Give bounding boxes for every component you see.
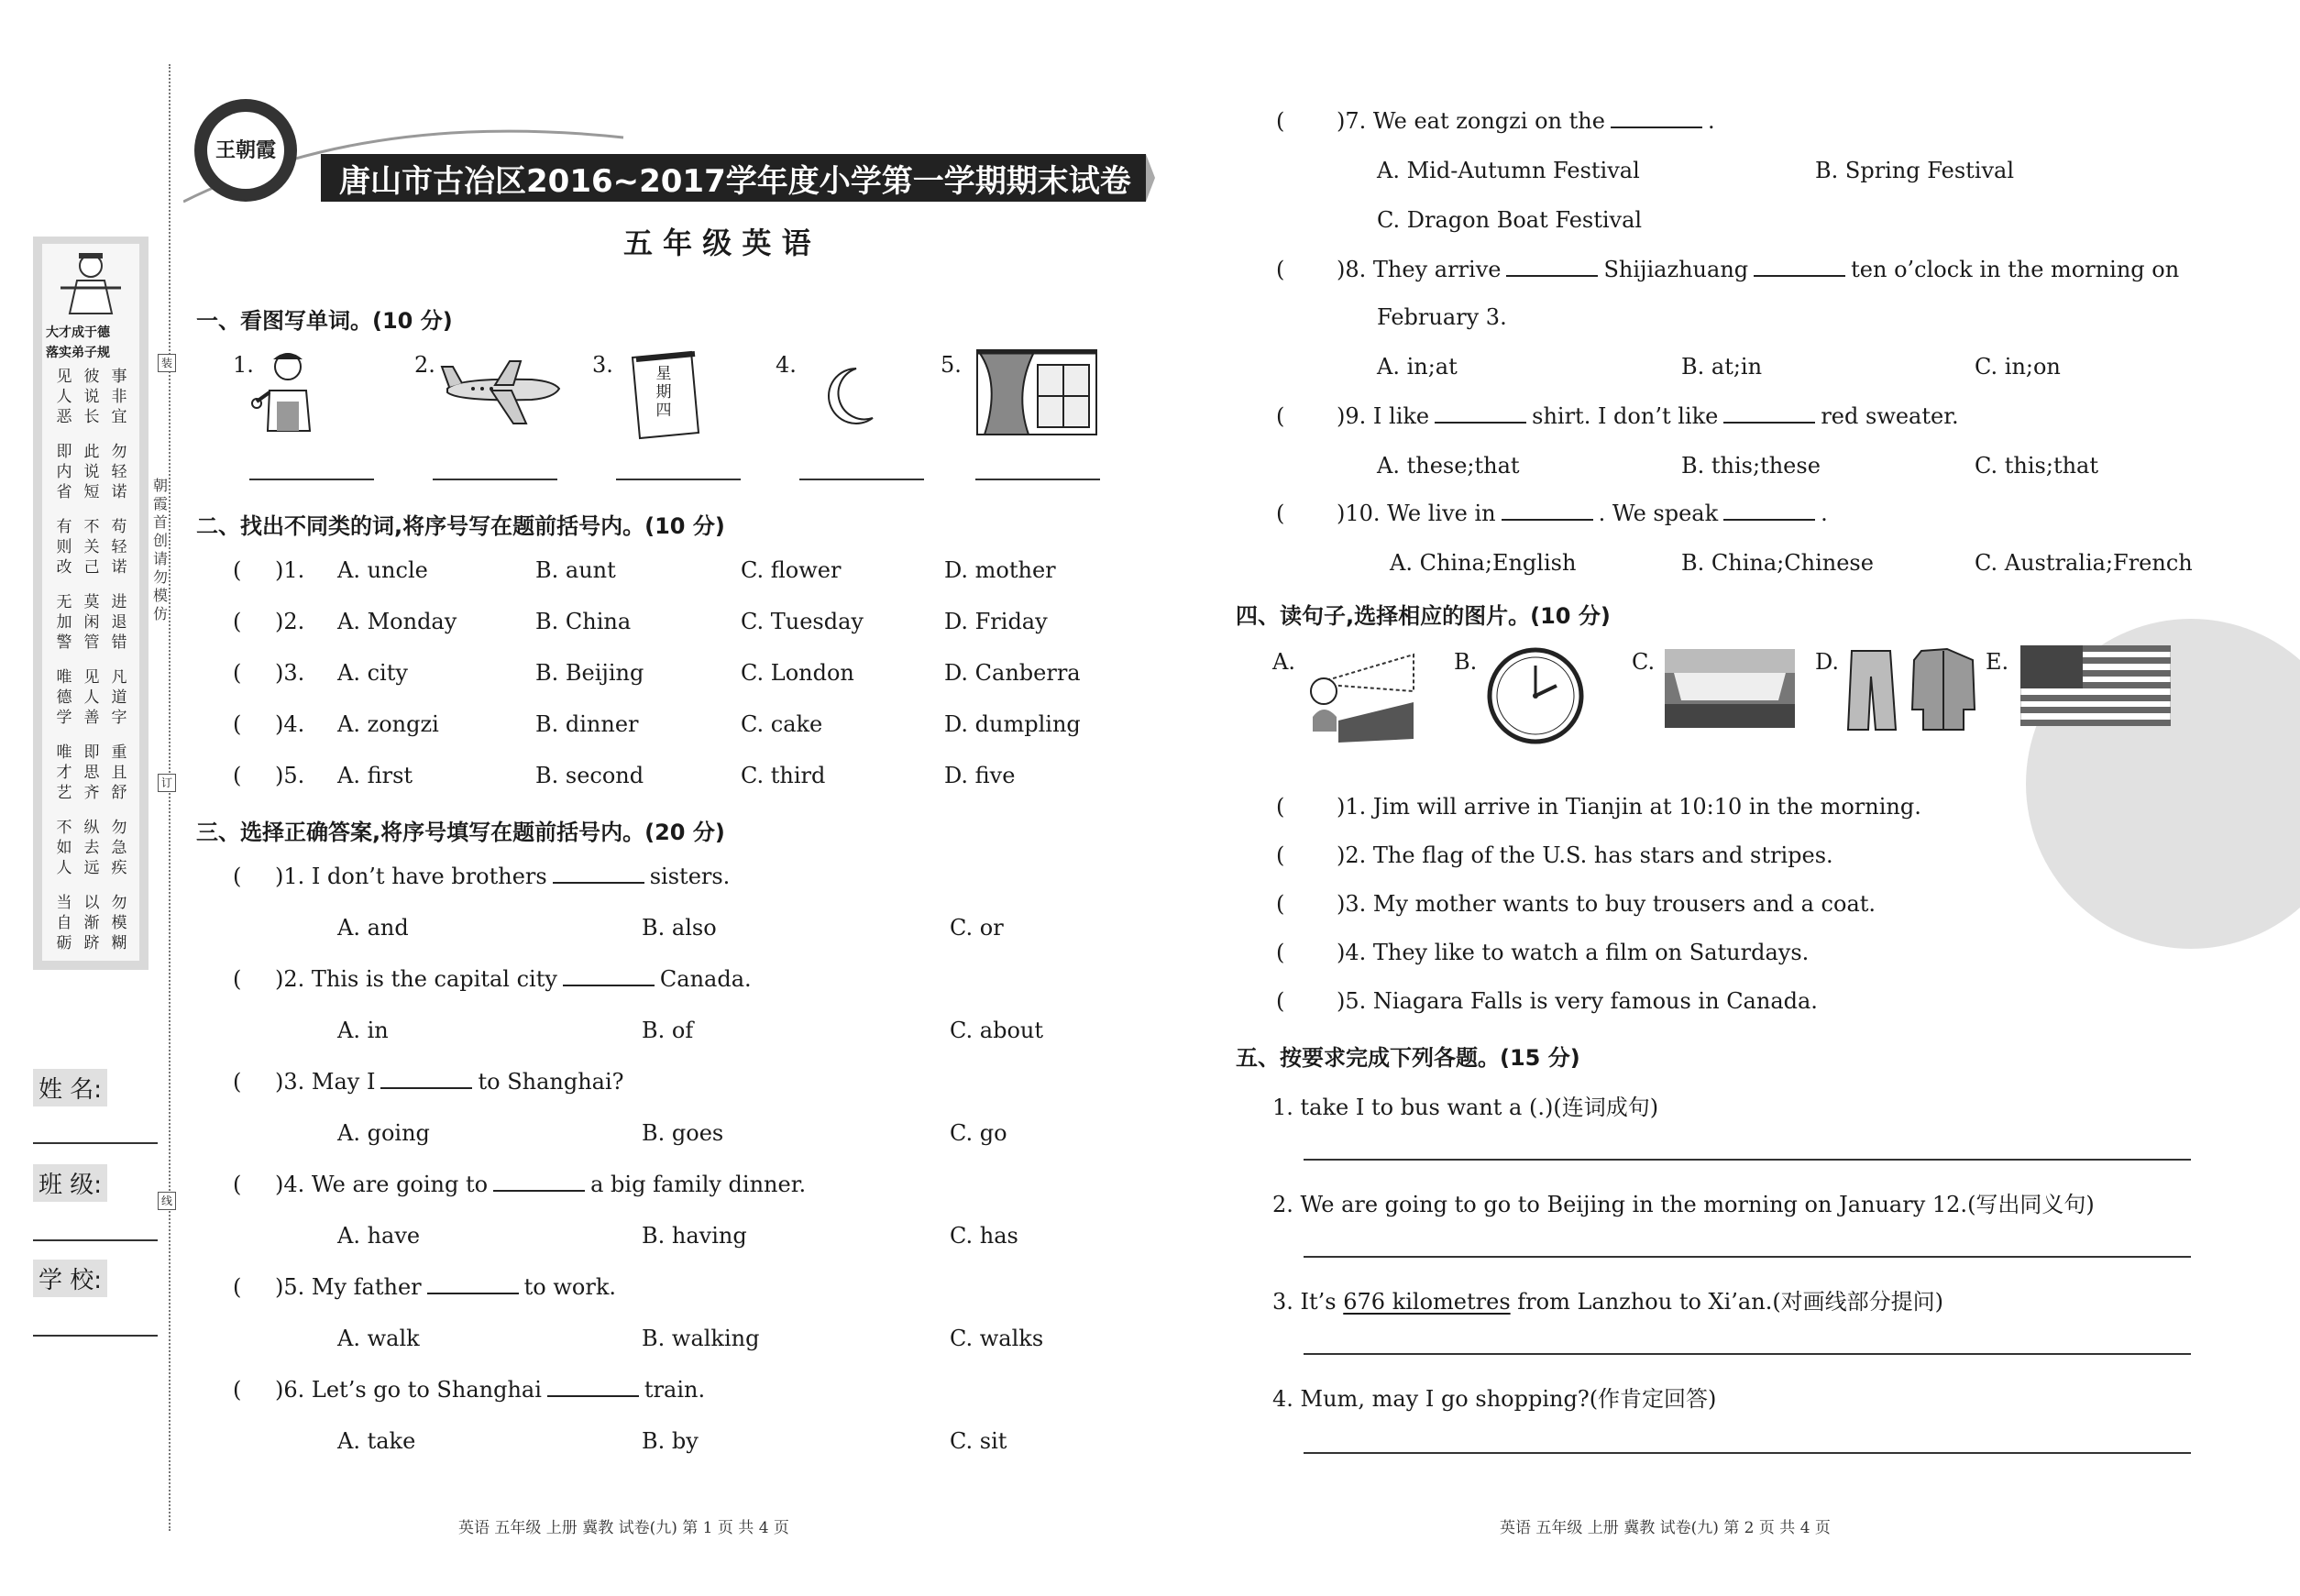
- s4-sentence: )1. Jim will arrive in Tianjin at 10:10 in the morning.: [1337, 794, 1921, 820]
- s2-option-c[interactable]: C. flower: [741, 557, 842, 583]
- section5-heading: 五、按要求完成下列各题。(15 分): [1236, 1045, 1580, 1071]
- pic-num-1: 1.: [233, 352, 254, 378]
- s3-question-number: )1.: [275, 864, 305, 889]
- motto-column: 重且舒: [111, 743, 127, 802]
- underlined-phrase: 676 kilometres: [1343, 1289, 1511, 1315]
- s5-item-1: 1. take I to bus want a (.)(连词成句): [1272, 1095, 1659, 1120]
- motto-bottom: 落实弟子规: [46, 346, 110, 360]
- s3-option-b[interactable]: B. Spring Festival: [1815, 158, 2015, 183]
- s3-question-pre: May I: [311, 1069, 376, 1095]
- motto-column: 即思齐: [83, 743, 100, 802]
- scholar-icon: [59, 249, 123, 315]
- s2-option-b[interactable]: B. second: [535, 763, 644, 788]
- s3-blank[interactable]: [553, 864, 644, 884]
- s3-option-c[interactable]: C. about: [950, 1018, 1043, 1043]
- s2-option-a[interactable]: A. uncle: [337, 557, 428, 583]
- s3-option-b[interactable]: B. also: [642, 915, 717, 941]
- s2-option-b[interactable]: B. dinner: [535, 711, 639, 737]
- s3-question-text: [275, 864, 730, 889]
- s4-sentence: )3. My mother wants to buy trousers and a coat.: [1337, 891, 1876, 917]
- s3-question-number: )7.: [1337, 108, 1367, 134]
- s3-blank[interactable]: [547, 1377, 639, 1397]
- s5-answer-4[interactable]: [1304, 1452, 2191, 1454]
- s4-answer-paren[interactable]: (: [1276, 794, 1285, 820]
- pic-label-d: D.: [1815, 649, 1840, 675]
- s4-answer-paren[interactable]: (: [1276, 842, 1285, 868]
- s3-question-number: )5.: [275, 1274, 305, 1300]
- answer-line-5[interactable]: [975, 479, 1100, 480]
- s2-question-number: )4.: [275, 711, 305, 737]
- s3-question-text: [275, 1274, 616, 1300]
- s3-question-number: )3.: [275, 1069, 305, 1095]
- s2-question-number: )2.: [275, 609, 305, 634]
- q10-option-a[interactable]: A. China;English: [1390, 550, 1577, 576]
- q10-paren[interactable]: (: [1276, 501, 1285, 526]
- school-label: 学 校:: [33, 1260, 107, 1297]
- s3-question-text: [275, 1069, 624, 1095]
- s2-option-c[interactable]: C. third: [741, 763, 826, 788]
- s2-option-a[interactable]: A. Monday: [337, 609, 457, 634]
- s3-question-pre: My father: [311, 1274, 422, 1300]
- s2-answer-paren[interactable]: (: [233, 557, 242, 583]
- s3-question-post: a big family dinner.: [590, 1172, 807, 1197]
- answer-line-3[interactable]: [616, 479, 741, 480]
- s2-answer-paren[interactable]: (: [233, 711, 242, 737]
- motto-column: 无加警: [56, 593, 72, 652]
- s4-answer-paren[interactable]: (: [1276, 940, 1285, 965]
- s2-question-number: )1.: [275, 557, 305, 583]
- s3-option-c[interactable]: C. or: [950, 915, 1004, 941]
- s3-option-c[interactable]: C. walks: [950, 1326, 1044, 1351]
- trousers-coat-icon: [1846, 645, 1976, 733]
- s4-answer-paren[interactable]: (: [1276, 891, 1285, 917]
- s3-question-text: [275, 1377, 705, 1403]
- window-curtain-icon: [974, 347, 1100, 438]
- motto-column: 莫闲管: [83, 593, 100, 652]
- s3-option-a[interactable]: A. in: [337, 1018, 389, 1043]
- motto-column: 见人善: [83, 668, 100, 727]
- s2-option-c[interactable]: C. Tuesday: [741, 609, 864, 634]
- s3-answer-paren[interactable]: (: [233, 966, 242, 992]
- cut-line: [169, 64, 171, 1531]
- s3-option-c[interactable]: C. has: [950, 1223, 1018, 1249]
- s2-question-number: )5.: [275, 763, 305, 788]
- s5-item-4: 4. Mum, may I go shopping?(作肯定回答): [1272, 1386, 1717, 1412]
- q8-option-b[interactable]: B. at;in: [1681, 354, 1763, 380]
- pic-label-e: E.: [1986, 649, 2009, 675]
- class-field[interactable]: [33, 1239, 158, 1241]
- binding-mark-1: 装: [158, 354, 176, 372]
- q9-option-b[interactable]: B. this;these: [1681, 453, 1821, 479]
- motto-column: 唯德学: [56, 668, 72, 727]
- waterfall-icon: [1665, 649, 1795, 728]
- s3-option-b[interactable]: B. of: [642, 1018, 694, 1043]
- motto-column: 凡道字: [111, 668, 127, 727]
- s2-option-d[interactable]: D. Friday: [944, 609, 1048, 634]
- section3-heading: 三、选择正确答案,将序号填写在题前括号内。(20 分): [196, 820, 725, 845]
- s4-answer-paren[interactable]: (: [1276, 988, 1285, 1014]
- motto-column: 勿模糊: [111, 894, 127, 952]
- exam-title: 唐山市古冶区2016~2017学年度小学第一学期期末试卷: [339, 163, 1131, 200]
- q8-text: )8. They arrive Shijiazhuang ten o’clock in the morning on: [1337, 257, 2180, 282]
- s3-question-text: [275, 966, 752, 992]
- s2-option-b[interactable]: B. aunt: [535, 557, 616, 583]
- motto-column: 不如人: [56, 819, 72, 877]
- clock-icon: [1485, 645, 1586, 746]
- motto-column: 唯才艺: [56, 743, 72, 802]
- s3-option-b[interactable]: B. goes: [642, 1120, 724, 1146]
- s3-option-a[interactable]: A. Mid-Autumn Festival: [1377, 158, 1640, 183]
- pic-num-3: 3.: [592, 352, 613, 378]
- s3-question-post: .: [1707, 108, 1715, 134]
- binding-margin: [0, 0, 174, 1596]
- s4-sentence: )4. They like to watch a film on Saturdays.: [1337, 940, 1810, 965]
- s3-option-c[interactable]: C. go: [950, 1120, 1007, 1146]
- binding-mark-2: 订: [158, 774, 176, 792]
- s2-answer-paren[interactable]: (: [233, 660, 242, 686]
- s2-answer-paren[interactable]: (: [233, 763, 242, 788]
- s2-question-number: )3.: [275, 660, 305, 686]
- motto-column: 彼说长: [83, 368, 100, 426]
- s3-question-pre: I don’t have brothers: [311, 864, 547, 889]
- q9-paren[interactable]: (: [1276, 403, 1285, 429]
- s4-sentence: )2. The flag of the U.S. has stars and stripes.: [1337, 842, 1833, 868]
- s2-option-d[interactable]: D. Canberra: [944, 660, 1081, 686]
- s2-option-b[interactable]: B. China: [535, 609, 632, 634]
- school-field[interactable]: [33, 1335, 158, 1337]
- s3-question-number: )2.: [275, 966, 305, 992]
- s2-answer-paren[interactable]: (: [233, 609, 242, 634]
- footer-left: 英语 五年级 上册 冀教 试卷(九) 第 1 页 共 4 页: [458, 1519, 789, 1537]
- s2-option-d[interactable]: D. five: [944, 763, 1016, 788]
- s3-option-b[interactable]: B. walking: [642, 1326, 760, 1351]
- s3-question-post: Canada.: [659, 966, 752, 992]
- calendar-label: 星期四: [655, 365, 672, 420]
- s3-question-text: [1337, 108, 1715, 134]
- s3-option-a[interactable]: A. going: [337, 1120, 430, 1146]
- q9-option-a[interactable]: A. these;that: [1377, 453, 1520, 479]
- s5-answer-3[interactable]: [1304, 1353, 2191, 1355]
- s2-option-b[interactable]: B. Beijing: [535, 660, 644, 686]
- s2-option-a[interactable]: A. city: [337, 660, 408, 686]
- motto-column: 即内省: [56, 443, 72, 501]
- binding-vertical-note: 朝霞首创 请勿模仿: [152, 477, 168, 622]
- motto-column: 见人恶: [56, 368, 72, 426]
- s3-option-a[interactable]: A. walk: [337, 1326, 420, 1351]
- motto-column: 有则改: [56, 518, 72, 577]
- s2-option-c[interactable]: C. cake: [741, 711, 823, 737]
- s3-answer-paren[interactable]: (: [233, 1274, 242, 1300]
- motto-column: 纵去远: [83, 819, 100, 877]
- s3-question-number: )4.: [275, 1172, 305, 1197]
- s3-question-text: [275, 1172, 806, 1197]
- pic-label-c: C.: [1632, 649, 1656, 675]
- exam-subtitle: 五 年 级 英 语: [623, 226, 811, 260]
- s4-sentence: )5. Niagara Falls is very famous in Canada.: [1337, 988, 1818, 1014]
- answer-line-1[interactable]: [249, 479, 374, 480]
- s5-answer-1[interactable]: [1304, 1159, 2191, 1161]
- s2-option-d[interactable]: D. dumpling: [944, 711, 1081, 737]
- q10-text: )10. We live in . We speak .: [1337, 501, 1828, 526]
- q10-option-c[interactable]: C. Australia;French: [1975, 550, 2193, 576]
- s2-option-c[interactable]: C. London: [741, 660, 854, 686]
- s3-option-c[interactable]: C. sit: [950, 1428, 1007, 1454]
- s3-answer-paren[interactable]: (: [233, 1069, 242, 1095]
- s3-question-pre: This is the capital city: [311, 966, 557, 992]
- s5-item-2: 2. We are going to go to Beijing in the morning on January 12.(写出同义句): [1272, 1192, 2095, 1217]
- s2-option-a[interactable]: A. first: [337, 763, 413, 788]
- s3-option-c[interactable]: C. Dragon Boat Festival: [1377, 207, 1643, 233]
- motto-column: 此说短: [83, 443, 100, 501]
- s3-option-b[interactable]: B. by: [642, 1428, 699, 1454]
- motto-column: 不关己: [83, 518, 100, 577]
- section4-heading: 四、读句子,选择相应的图片。(10 分): [1236, 603, 1611, 629]
- motto-top: 大才成于德: [46, 325, 110, 340]
- s2-option-d[interactable]: D. mother: [944, 557, 1056, 583]
- motto-column: 事非宜: [111, 368, 127, 426]
- q9-text: )9. I like shirt. I don’t like red sweater.: [1337, 403, 1959, 429]
- s3-option-a[interactable]: A. take: [337, 1428, 416, 1454]
- s3-question-pre: Let’s go to Shanghai: [311, 1377, 542, 1403]
- s3-blank[interactable]: [1611, 108, 1702, 128]
- q8-text-cont: February 3.: [1377, 304, 1507, 330]
- s2-option-a[interactable]: A. zongzi: [337, 711, 439, 737]
- motto-column: 苟轻诺: [111, 518, 127, 577]
- s3-question-number: )6.: [275, 1377, 305, 1403]
- s3-question-pre: We eat zongzi on the: [1372, 108, 1605, 134]
- section2-heading: 二、找出不同类的词,将序号写在题前括号内。(10 分): [196, 513, 725, 539]
- s3-question-post: sisters.: [649, 864, 731, 889]
- q10-option-b[interactable]: B. China;Chinese: [1681, 550, 1874, 576]
- class-label: 班 级:: [33, 1164, 107, 1202]
- s3-answer-paren[interactable]: (: [1276, 108, 1285, 134]
- s3-question-post: to Shanghai?: [478, 1069, 624, 1095]
- s3-blank[interactable]: [380, 1069, 472, 1089]
- s3-question-post: train.: [644, 1377, 706, 1403]
- footer-right: 英语 五年级 上册 冀教 试卷(九) 第 2 页 共 4 页: [1500, 1519, 1831, 1537]
- name-field[interactable]: [33, 1142, 158, 1144]
- publisher-logo: [194, 99, 297, 202]
- motto-column: 当自砺: [56, 894, 72, 952]
- q9-option-c[interactable]: C. this;that: [1975, 453, 2098, 479]
- motto-column: 以渐跻: [83, 894, 100, 952]
- q8-option-a[interactable]: A. in;at: [1377, 354, 1458, 380]
- s5-answer-2[interactable]: [1304, 1256, 2191, 1258]
- answer-line-4[interactable]: [799, 479, 924, 480]
- section1-heading: 一、看图写单词。(10 分): [196, 308, 453, 334]
- airplane-icon: [440, 358, 563, 427]
- s3-blank[interactable]: [563, 966, 655, 986]
- s3-option-b[interactable]: B. having: [642, 1223, 747, 1249]
- motto-column: 勿急疾: [111, 819, 127, 877]
- name-label: 姓 名:: [33, 1069, 107, 1106]
- pic-num-4: 4.: [776, 352, 797, 378]
- moon-icon: [820, 363, 884, 429]
- logo-text: 王朝霞: [207, 112, 284, 189]
- motto-panel: [33, 237, 149, 970]
- s3-answer-paren[interactable]: (: [233, 864, 242, 889]
- answer-line-2[interactable]: [433, 479, 557, 480]
- worker-icon: [249, 347, 323, 435]
- cinema-audience-icon: [1302, 647, 1417, 746]
- binding-mark-3: 线: [158, 1192, 176, 1210]
- s3-blank[interactable]: [427, 1274, 519, 1294]
- s3-answer-paren[interactable]: (: [233, 1172, 242, 1197]
- pic-label-a: A.: [1272, 649, 1295, 675]
- us-flag-icon: [2020, 645, 2171, 726]
- pic-label-b: B.: [1454, 649, 1478, 675]
- s3-question-pre: We are going to: [311, 1172, 489, 1197]
- q8-paren[interactable]: (: [1276, 257, 1285, 282]
- s3-blank[interactable]: [493, 1172, 585, 1192]
- s3-answer-paren[interactable]: (: [233, 1377, 242, 1403]
- pic-num-2: 2.: [414, 352, 435, 378]
- s3-question-post: to work.: [523, 1274, 616, 1300]
- pic-num-5: 5.: [941, 352, 962, 378]
- motto-column: 勿轻诺: [111, 443, 127, 501]
- s3-option-a[interactable]: A. and: [337, 915, 409, 941]
- motto-column: 进退错: [111, 593, 127, 652]
- s3-option-a[interactable]: A. have: [337, 1223, 421, 1249]
- q8-option-c[interactable]: C. in;on: [1975, 354, 2061, 380]
- s5-item-3: 3. It’s 676 kilometres from Lanzhou to Xi’an.(对画线部分提问): [1272, 1289, 1944, 1315]
